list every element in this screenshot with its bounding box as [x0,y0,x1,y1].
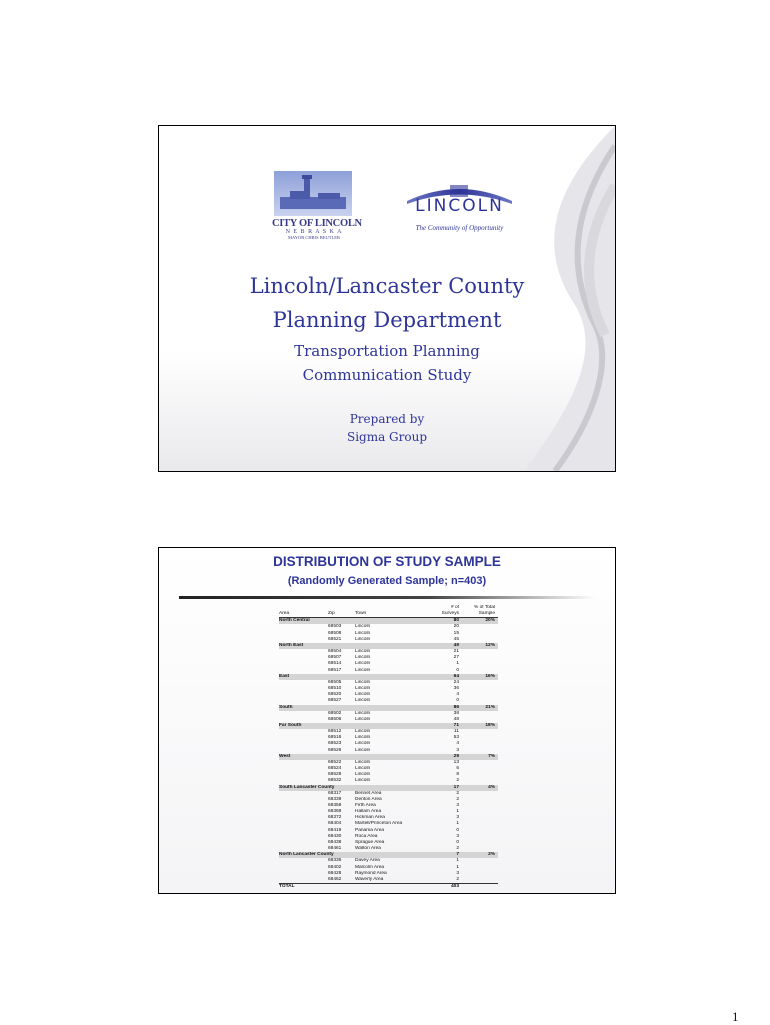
town-cell: Panama Area [355,827,385,833]
surveys-cell: 0 [456,827,459,833]
area-name: West [279,754,421,760]
surveys-cell: 21 [453,649,459,655]
surveys-cell: 11 [454,729,459,735]
header-town: Town [355,611,421,618]
town-cell: Lincoln [355,778,371,784]
surveys-cell: 0 [456,839,459,845]
pct-blank-cell [459,877,498,884]
town-cell: Lincoln [355,679,371,685]
town-cell: Lincoln [355,747,371,753]
surveys-cell: 13 [453,759,459,765]
town-cell: Lincoln [355,741,371,747]
total-row [279,884,498,891]
surveys-cell: 0 [456,698,459,704]
zip-cell: 68317 [328,790,342,796]
surveys-cell: 38 [453,710,459,716]
surveys-cell: 2 [456,846,459,852]
slide-title: DISTRIBUTION OF STUDY SAMPLE [273,554,501,569]
surveys-cell: 3 [456,870,459,876]
zip-cell: 68502 [328,710,342,716]
zip-cell: 68404 [328,821,342,827]
zip-cell: 68503 [328,624,342,630]
zip-cell: 68358 [328,803,342,808]
town-cell: Roca Area [355,833,378,839]
town-cell: Lincoln [355,661,371,667]
area-percent: 2% [459,852,498,858]
distribution-table [279,605,498,890]
header-pct-line1: % of Total [474,605,495,610]
town-cell: Lincoln [355,735,371,741]
surveys-cell: 1 [456,661,459,667]
title-divider [179,596,595,599]
area-percent: 12% [459,643,498,649]
area-percent: 16% [459,674,498,680]
area-blank-cell [279,877,328,884]
logo-state-text: N E B R A S K A [285,229,343,235]
zip-cell: 68507 [328,655,342,661]
zip-cell: 68339 [328,796,342,802]
town-cell: Martell/Princeton Area [355,821,403,827]
area-total: 17 [421,785,459,791]
zip-cell: 68428 [328,870,342,876]
total-pct-blank [459,884,498,891]
zip-cell: 68419 [328,827,342,833]
town-cell: Firth Area [355,803,376,808]
surveys-cell: 53 [453,735,459,741]
surveys-cell: 8 [456,772,459,778]
zip-cell: 68532 [328,778,342,784]
surveys-cell: 3 [456,833,459,839]
title-slide [158,125,616,472]
zip-cell: 68462 [328,876,342,882]
prepared-by-name: Sigma Group [346,430,428,444]
slide-subtitle-line2: Communication Study [302,366,472,384]
area-name: South [279,705,421,711]
town-cell: Hickman Area [355,815,385,821]
surveys-cell: 2 [456,796,459,802]
town-cell: Lincoln [355,630,371,636]
town-cell: Davey Area [355,858,380,864]
zip-cell: 68512 [328,729,342,735]
zip-cell: 68438 [328,839,342,845]
logo-mayor-text: MAYOR CHRIS BEUTLER [287,235,341,240]
area-total: 29 [421,754,459,760]
town-cell: Waverly Area [355,876,384,882]
total-label: TOTAL [279,884,421,891]
town-cell: Lincoln [355,729,371,735]
header-area: Area [279,611,328,618]
town-cell: Sprague Area [355,839,385,845]
zip-cell: 68506 [328,716,342,722]
zip-cell: 68514 [328,661,342,667]
surveys-cell: 48 [453,716,459,722]
zip-cell: 68430 [328,833,342,839]
zip-cell: 68336 [328,858,342,864]
area-percent: 20% [459,618,498,625]
zip-cell: 68372 [328,815,342,821]
surveys-cell: 2 [456,876,459,882]
distribution-table-body [279,618,498,890]
town-cell: Lincoln [355,692,371,698]
header-surveys-line1: # of [450,605,459,610]
zip-cell: 68508 [328,630,342,636]
surveys-cell: 2 [456,778,459,784]
surveys-cell: 20 [453,624,459,630]
zip-cell: 68461 [328,846,342,852]
header-zip: Zip [328,611,355,618]
zip-cell: 68522 [328,759,342,765]
header-surveys-line2: Surveys [421,611,459,618]
surveys-cell: 3 [456,747,459,753]
town-cell: Lincoln [355,686,371,692]
town-cell: Lincoln [355,716,371,722]
area-percent: 4% [459,785,498,791]
table-header-row-2 [279,611,498,618]
slide-subtitle: (Randomly Generated Sample; n=403) [287,575,487,587]
town-cell: Lincoln [355,667,371,673]
distribution-slide [158,547,616,894]
table-row [279,877,498,884]
surveys-cell: 0 [456,667,459,673]
logo-city-text: CITY OF LINCOLN [272,218,362,229]
surveys-cell: 24 [453,679,459,685]
zip-cell: 68527 [328,698,342,704]
surveys-cell: 1 [456,821,459,827]
zip-cell: 68505 [328,679,342,685]
surveys-cell: 4 [456,692,459,698]
area-total: 7 [421,852,459,858]
surveys-cell: 6 [456,766,459,772]
area-name: East [279,674,421,680]
distribution-table-container [279,605,495,890]
town-cell: Malcolm Area [355,864,385,870]
surveys-cell: 3 [456,803,459,808]
town-cell: Lincoln [355,649,371,655]
area-percent: 18% [459,723,498,729]
town-cell: Lincoln [355,655,371,661]
zip-cell: 68526 [328,747,342,753]
town-cell: Walton Area [355,846,381,852]
area-name: North Lancaster County [279,852,421,858]
slide-subtitle-line1: Transportation Planning [294,342,480,360]
town-cell: Lincoln [355,698,371,704]
zip-cell: 68504 [328,649,342,655]
area-total: 49 [421,643,459,649]
town-cell: Lincoln [355,759,371,765]
area-total: 80 [421,618,459,625]
surveys-cell: 45 [453,636,459,642]
area-name: South Lancaster County [279,785,421,791]
zip-cell: 68510 [328,686,342,692]
prepared-by-label: Prepared by [349,412,425,426]
area-percent: 7% [459,754,498,760]
zip-cell: 68521 [328,636,342,642]
area-group-row [279,618,498,625]
town-cell: Lincoln [355,772,371,778]
town-cell: Lincoln [355,766,371,772]
town-cell: Hallam Area [355,809,382,815]
town-cell: Lincoln [355,710,371,716]
town-cell: Raymond Area [355,870,387,876]
town-cell: Denton Area [355,796,382,802]
surveys-cell: 1 [456,809,459,815]
slide-title-line1: Lincoln/Lancaster County [249,274,525,298]
surveys-cell: 3 [456,815,459,821]
town-cell: Lincoln [355,624,371,630]
total-value: 403 [421,884,459,891]
area-total: 71 [421,723,459,729]
area-name: Far South [279,723,421,729]
area-name: North Central [279,618,421,625]
lincoln-logo-tagline: The Community of Opportunity [415,224,504,232]
surveys-cell: 1 [456,858,459,864]
town-cell: Lincoln [355,636,371,642]
page-number: 1 [732,1009,739,1024]
area-total: 64 [421,674,459,680]
slide-title-line2: Planning Department [272,308,502,332]
zip-cell: 68517 [328,667,342,673]
zip-cell: 68516 [328,735,342,741]
zip-cell: 68402 [328,864,342,870]
surveys-cell: 36 [453,686,459,692]
surveys-cell: 1 [456,864,459,870]
area-total: 86 [421,705,459,711]
zip-cell: 68523 [328,741,342,747]
surveys-cell: 4 [456,741,459,747]
header-pct-line2: Sample [459,611,498,618]
surveys-cell: 15 [453,630,459,636]
zip-cell: 68524 [328,766,342,772]
zip-cell: 68520 [328,692,342,698]
lincoln-logo-wordmark: LINCOLN [415,196,504,216]
area-percent: 21% [459,705,498,711]
area-name: North East [279,643,421,649]
zip-cell: 68528 [328,772,342,778]
surveys-cell: 2 [456,790,459,796]
zip-cell: 68368 [328,809,342,815]
town-cell: Bennet Area [355,790,382,796]
surveys-cell: 27 [453,655,459,661]
